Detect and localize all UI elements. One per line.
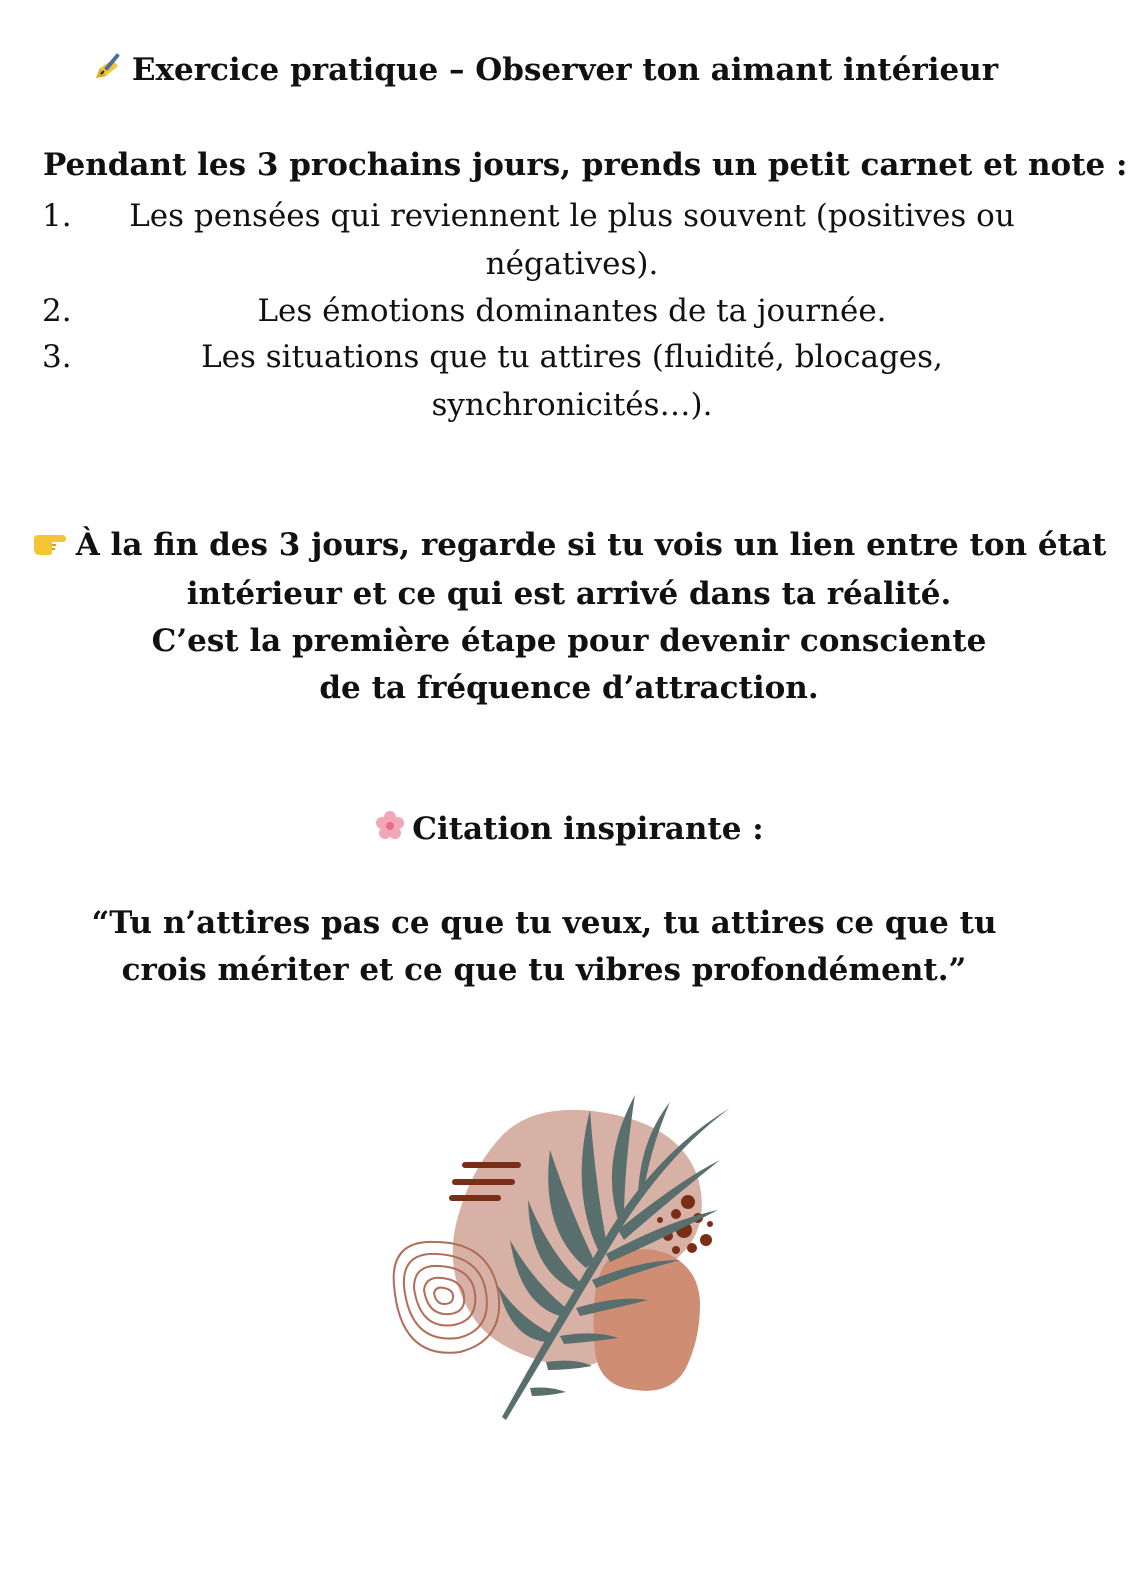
quote-line-2: crois mériter et ce que tu vibres profondément.” <box>121 952 967 988</box>
conclusion-line-1 <box>0 522 1138 571</box>
inspiring-quote <box>0 900 1113 994</box>
list-number: 3. <box>42 339 72 375</box>
botanical-illustration <box>380 1090 740 1430</box>
list-number: 1. <box>42 198 72 234</box>
exercise-title <box>0 50 1090 92</box>
conclusion-line-4: de ta fréquence d’attraction. <box>319 670 819 706</box>
conclusion-line-3: C’est la première étape pour devenir consciente <box>151 623 987 659</box>
pointing-hand-icon <box>32 524 70 571</box>
list-text: Les émotions dominantes de ta journée. <box>257 293 887 329</box>
list-text: Les pensées qui reviennent le plus souvent (positives ou négatives). <box>129 198 1015 282</box>
exercise-intro: Pendant les 3 prochains jours, prends un petit carnet et note : <box>43 147 1128 183</box>
cherry-blossom-icon <box>374 808 406 855</box>
quote-heading <box>0 806 1138 855</box>
conclusion-line-2: intérieur et ce qui est arrivé dans ta réalité. <box>186 576 952 612</box>
conclusion-paragraph <box>0 522 1138 712</box>
writing-hand-icon <box>92 50 126 92</box>
list-text: Les situations que tu attires (fluidité, blocages, synchronicités…). <box>201 339 943 423</box>
exercise-title-text: Exercice pratique – Observer ton aimant intérieur <box>131 52 999 88</box>
conclusion-line-text: À la fin des 3 jours, regarde si tu vois un lien entre ton état <box>75 527 1107 563</box>
terracotta-blob-shape <box>594 1249 701 1391</box>
quote-heading-text: Citation inspirante : <box>412 811 764 847</box>
list-number: 2. <box>42 293 72 329</box>
quote-line-1: “Tu n’attires pas ce que tu veux, tu attires ce que tu <box>91 905 997 941</box>
